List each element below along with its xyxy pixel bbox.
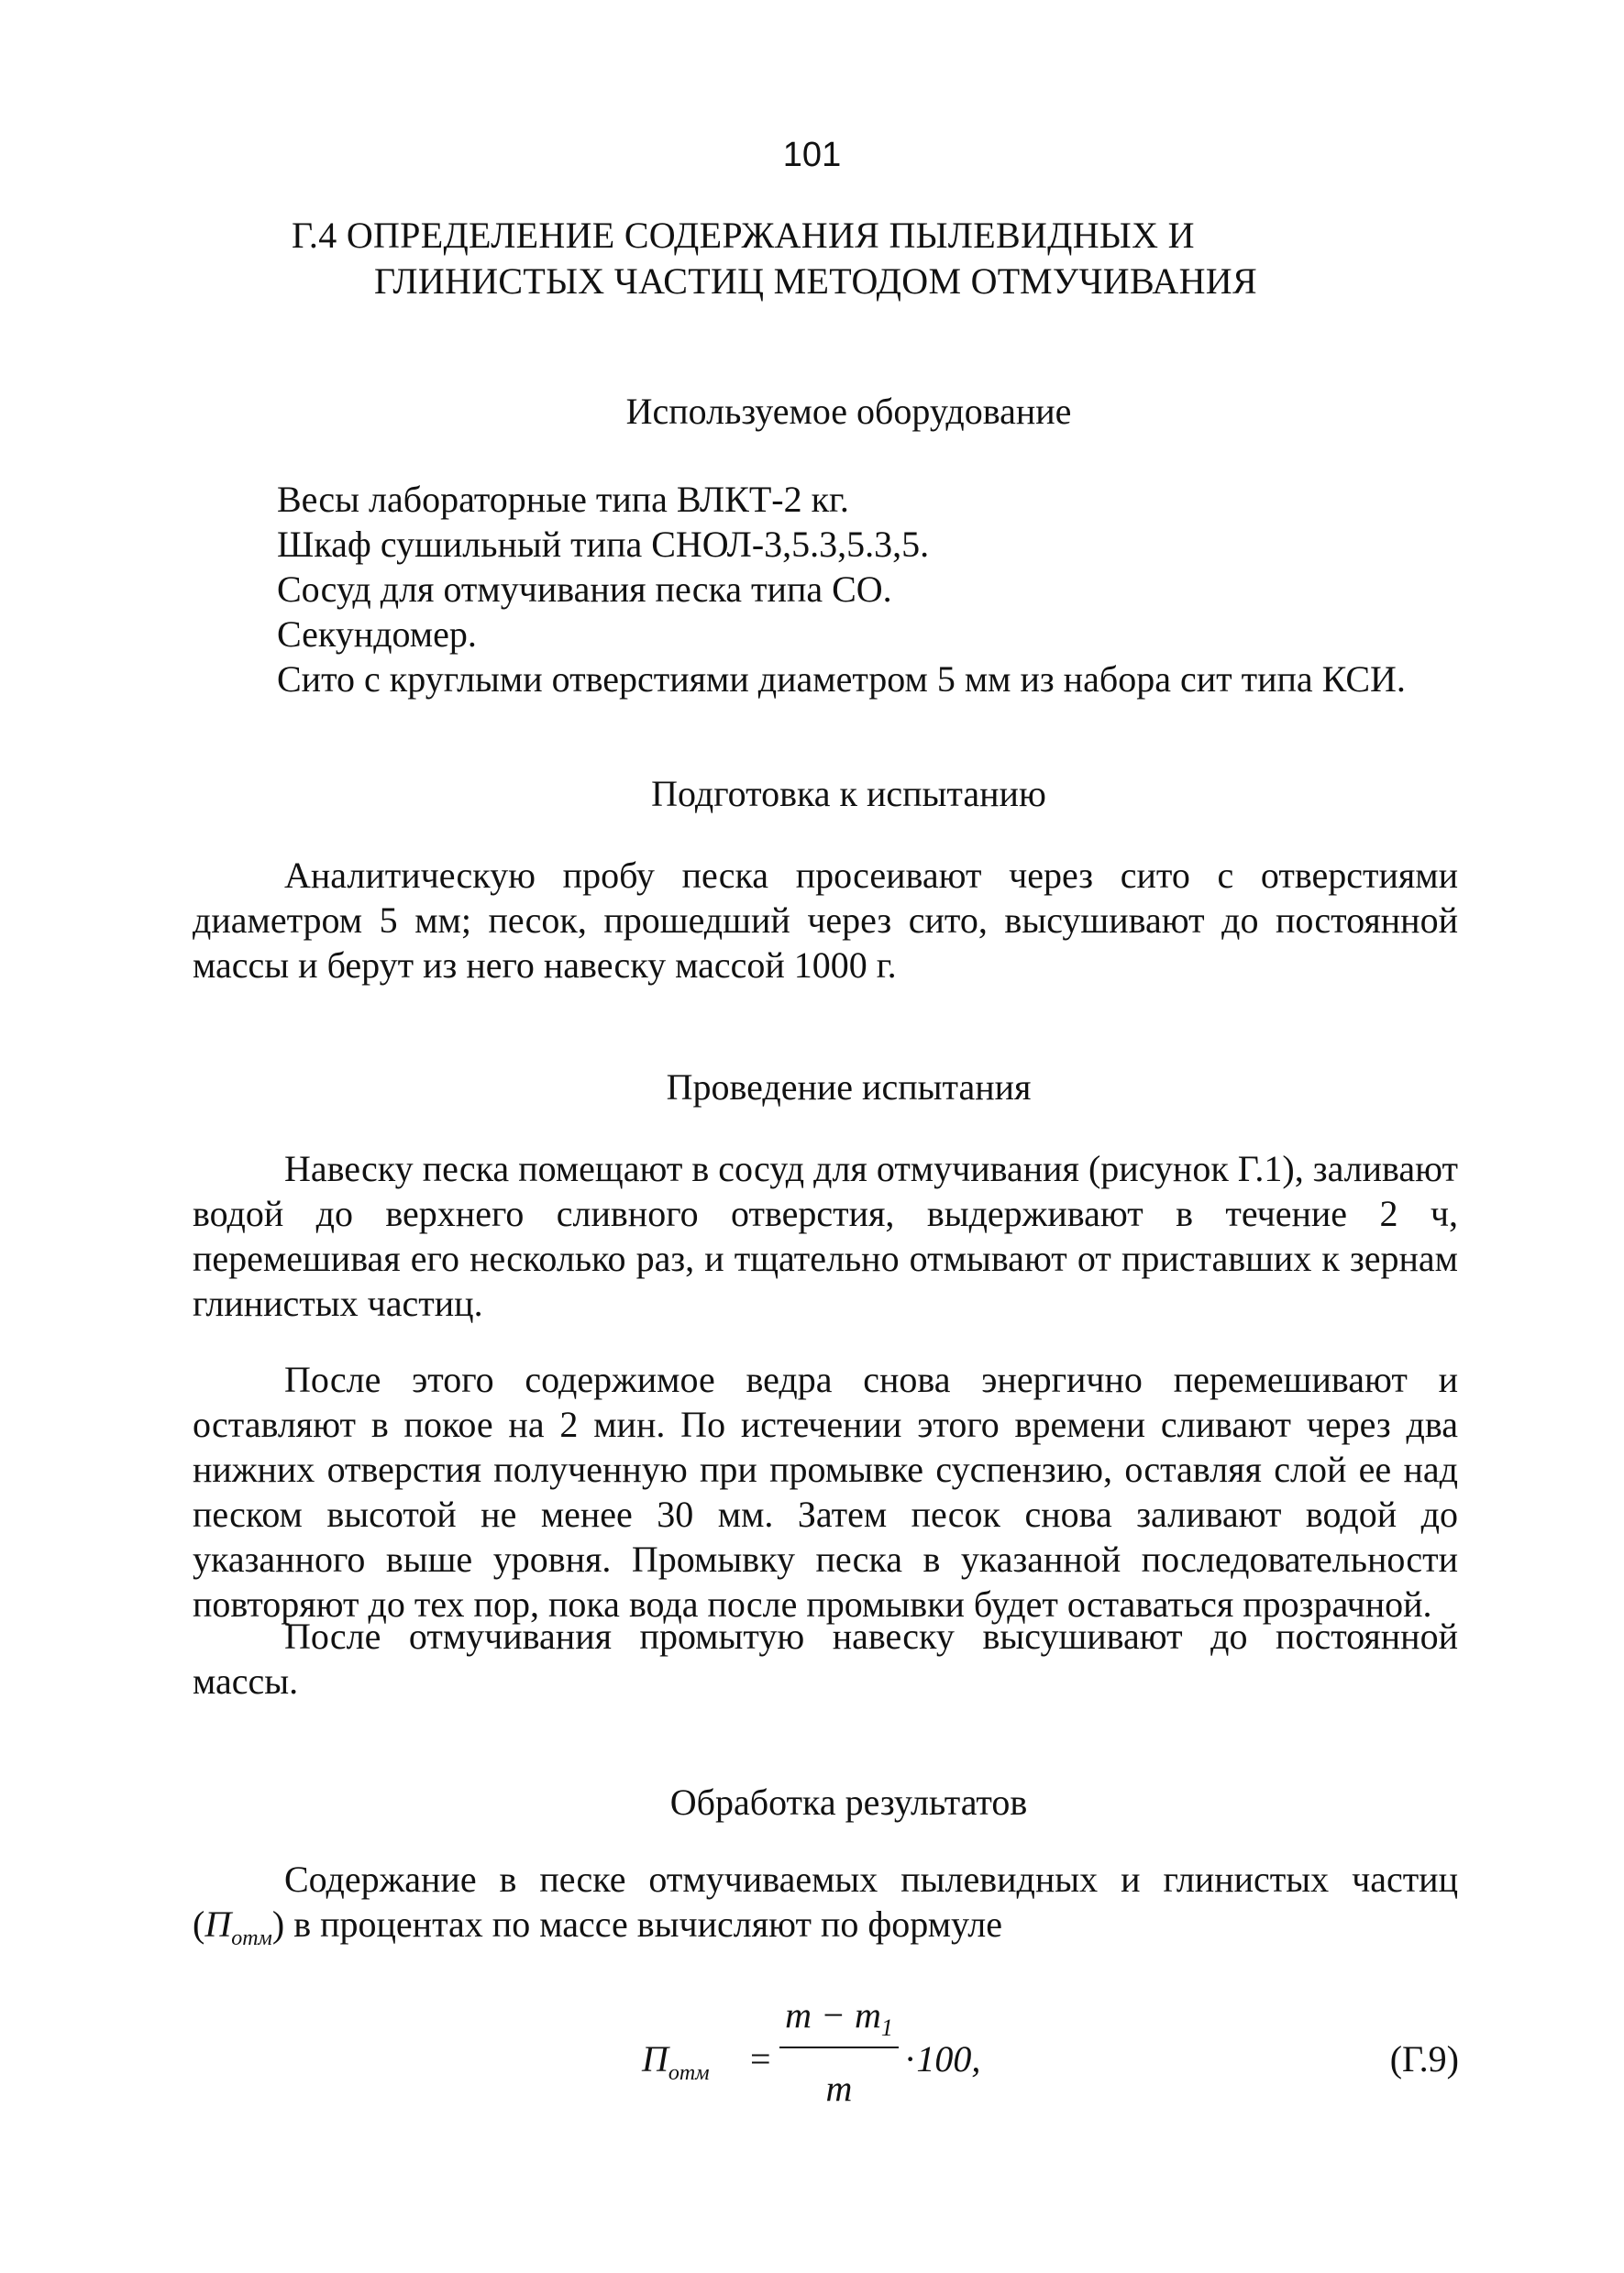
equipment-item: Секундомер. [277,613,477,655]
results-symbol-sub: отм [231,1926,272,1950]
equipment-item: Весы лабораторные типа ВЛКТ-2 кг. [277,479,849,520]
formula-numerator [779,1993,899,2042]
procedure-paragraph-1 [193,1146,1458,1326]
results-symbol: П [204,1903,232,1945]
procedure-text-1: Навеску песка помещают в сосуд для отмучивания (рисунок Г.1), заливают водой до верхнего сливного отверстия, выдерживают в течение 2 ч, перемешивая его несколько раз, и тщательно отмывают от приставших к зернам глинистых частиц. [193,1148,1458,1324]
formula-numerator-text: m − m [785,1994,881,2036]
results-paragraph: Содержание в песке отмучиваемых пылевидных и глинистых частиц $(П_{отм})$ в процентах по массе вычисляют по формуле [193,1859,1458,1950]
formula-denominator: m [825,2068,853,2109]
formula-fraction-bar [779,2047,899,2048]
equipment-item: Шкаф сушильный типа СНОЛ-3,5.3,5.3,5. [277,524,930,565]
formula-dot: · [904,2038,917,2080]
formula-lhs-symbol: П [642,2038,668,2080]
equipment-item: Сосуд для отмучивания песка типа СО. [277,568,892,610]
preparation-heading: Подготовка к испытанию [651,773,1046,814]
results-intro-tail: в процентах по массе вычисляют по формуле [293,1903,1002,1945]
equipment-heading: Используемое оборудование [625,391,1072,432]
procedure-heading: Проведение испытания [666,1066,1032,1108]
formula-factor: 100, [916,2038,981,2080]
section-title [292,213,1484,304]
formula-number: (Г.9) [1389,2038,1459,2080]
procedure-text-3: После отмучивания промытую навеску высушивают до постоянной массы. [193,1616,1458,1702]
formula-lhs-sub: отм [668,2061,710,2085]
results-intro-text: Содержание в песке отмучиваемых пылевидных и глинистых частиц [284,1859,1458,1900]
formula-lhs [642,2037,710,2086]
page-number: 101 [782,136,842,174]
procedure-paragraph-3 [193,1614,1458,1704]
title-line-1: Г.4 ОПРЕДЕЛЕНИЕ СОДЕРЖАНИЯ ПЫЛЕВИДНЫХ И [292,215,1195,256]
title-line-2: ГЛИНИСТЫХ ЧАСТИЦ МЕТОДОМ ОТМУЧИВАНИЯ [374,260,1257,302]
preparation-paragraph [193,853,1458,988]
procedure-text-2: После этого содержимое ведра снова энергично перемешивают и оставляют в покое на 2 мин. По истечении этого времени сливают через два нижних отверстия полученную при промывке суспензию, оставляя слой ее над песком высотой не менее 30 мм. Затем песок снова заливают водой до указанного выше уровня. Промывку песка в указанной последовательности повторяют до тех пор, пока вода после промывки будет оставаться прозрачной. [193,1359,1458,1625]
equipment-list [277,477,1406,701]
procedure-paragraph-2 [193,1357,1458,1627]
equipment-item: Сито с круглыми отверстиями диаметром 5 мм из набора сит типа КСИ. [277,658,1406,700]
formula-equals: = [750,2038,771,2080]
formula-rest [904,2037,980,2080]
preparation-text: Аналитическую пробу песка просеивают через сито с отверстиями диаметром 5 мм; песок, прошедший через сито, высушивают до постоянной массы и берут из него навеску массой 1000 г. [193,855,1458,986]
results-heading: Обработка результатов [669,1782,1028,1823]
formula-numerator-sub: 1 [880,2014,893,2041]
